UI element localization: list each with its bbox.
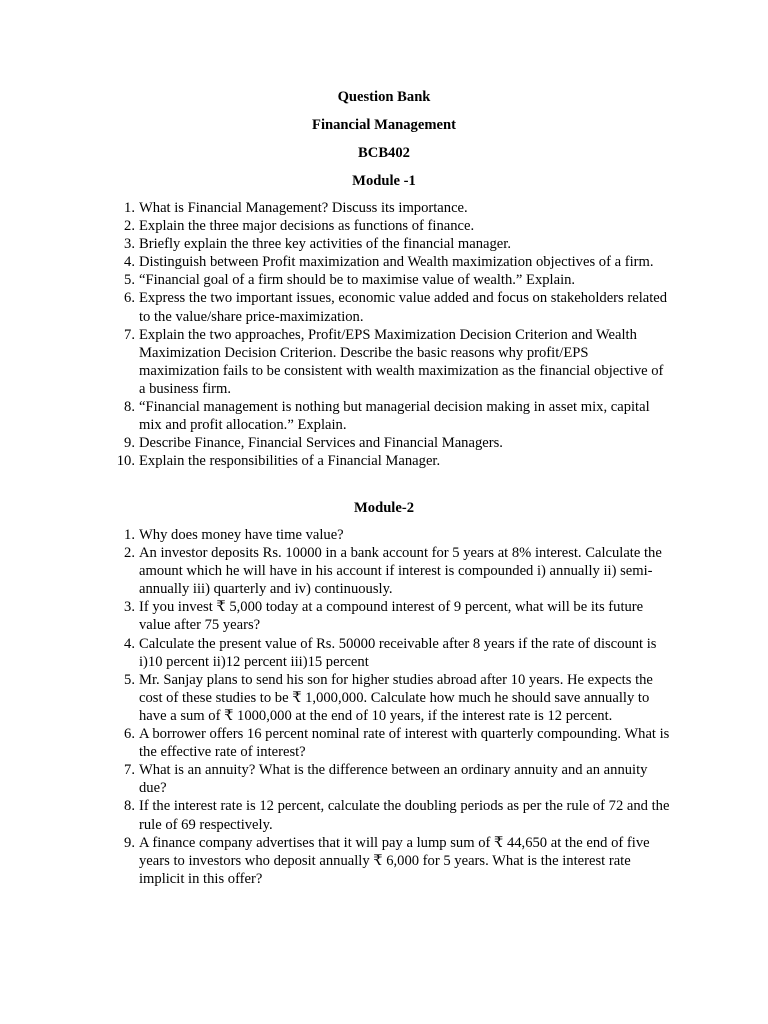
course-code: BCB402 [358,145,410,161]
question-number: 2. [124,545,135,562]
question-number: 8. [124,798,135,815]
question-text: What is Financial Management? Discuss its importance. [139,200,468,216]
question-item [110,761,670,797]
question-text: Explain the two approaches, Profit/EPS Maximization Decision Criterion and Wealth Maximization Decision Criterion. Describe the basic reasons why profit/EPS maximization fails to be consistent with wealth maximization as the financial objective of a business firm. [139,326,664,397]
question-number: 3. [124,236,135,253]
question-text: “Financial management is nothing but managerial decision making in asset mix, capital mix and profit allocation.” Explain. [139,399,650,434]
module-2-question-list [110,526,670,888]
question-number: 4. [124,254,135,271]
question-item [110,598,670,634]
question-item [110,434,670,452]
question-number: 1. [124,527,135,543]
question-number: 1. [124,200,135,216]
question-text: Why does money have time value? [139,527,344,543]
question-number: 5. [124,671,135,688]
document-title: Question Bank [337,89,431,105]
question-text: Describe Finance, Financial Services and Financial Managers. [139,435,503,452]
question-number: 6. [124,726,135,743]
question-number: 7. [124,762,135,779]
question-text: Briefly explain the three key activities of the financial manager. [139,236,511,253]
question-text: If the interest rate is 12 percent, calculate the doubling periods as per the rule of 72 and the rule of 69 respectively. [139,798,670,833]
question-number: 3. [124,599,135,616]
question-text: A finance company advertises that it will pay a lump sum of ₹ 44,650 at the end of five years to investors who deposit annually ₹ 6,000 for 5 years. What is the interest rate implicit in this offer? [139,834,650,887]
question-number: 9. [124,435,135,452]
question-text: “Financial goal of a firm should be to maximise value of wealth.” Explain. [139,272,576,289]
question-item [110,326,670,398]
question-item [110,199,670,217]
subject-title: Financial Management [312,117,456,133]
question-text: What is an annuity? What is the difference between an ordinary annuity and an annuity due? [139,762,648,797]
question-number: 7. [124,326,135,343]
question-item [110,452,670,470]
question-text: If you invest ₹ 5,000 today at a compound interest of 9 percent, what will be its future value after 75 years? [139,599,644,634]
question-text: Explain the three major decisions as functions of finance. [139,218,475,235]
question-item [110,635,670,671]
question-item [110,526,670,544]
question-text: Calculate the present value of Rs. 50000 receivable after 8 years if the rate of discount is i)10 percent ii)12 percent iii)15 percent [139,635,657,670]
question-item [110,235,670,253]
question-number: 9. [124,834,135,851]
question-item [110,398,670,434]
question-item [110,217,670,235]
question-number: 2. [124,218,135,235]
question-number: 6. [124,290,135,307]
question-item [110,271,670,289]
question-text: An investor deposits Rs. 10000 in a bank account for 5 years at 8% interest. Calculate the amount which he will have in his account if interest is compounded i) annually ii) semi-annually iii) quarterly and iv) continuously. [139,545,662,598]
question-item [110,725,670,761]
question-item [110,797,670,833]
question-item [110,289,670,325]
question-item [110,834,670,888]
question-text: Express the two important issues, economic value added and focus on stakeholders related to the value/share price-maximization. [139,290,668,325]
question-item [110,253,670,271]
question-text: A borrower offers 16 percent nominal rate of interest with quarterly compounding. What is the effective rate of interest? [139,726,670,761]
question-number: 5. [124,272,135,289]
question-item [110,671,670,725]
question-text: Explain the responsibilities of a Financial Manager. [139,453,441,470]
module-1-heading: Module -1 [352,173,416,189]
question-text: Mr. Sanjay plans to send his son for higher studies abroad after 10 years. He expects the cost of these studies to be ₹ 1,000,000. Calculate how much he should save annually to have a sum of ₹ 1000,000 at the end of 10 years, if the interest rate is 12 percent. [139,671,653,724]
module-1-question-list [110,199,670,470]
question-text: Distinguish between Profit maximization and Wealth maximization objectives of a firm. [139,254,654,271]
question-item [110,544,670,598]
question-number: 8. [124,399,135,416]
question-number: 4. [124,635,135,652]
question-number: 10. [116,453,135,470]
module-2-heading: Module-2 [354,500,414,516]
